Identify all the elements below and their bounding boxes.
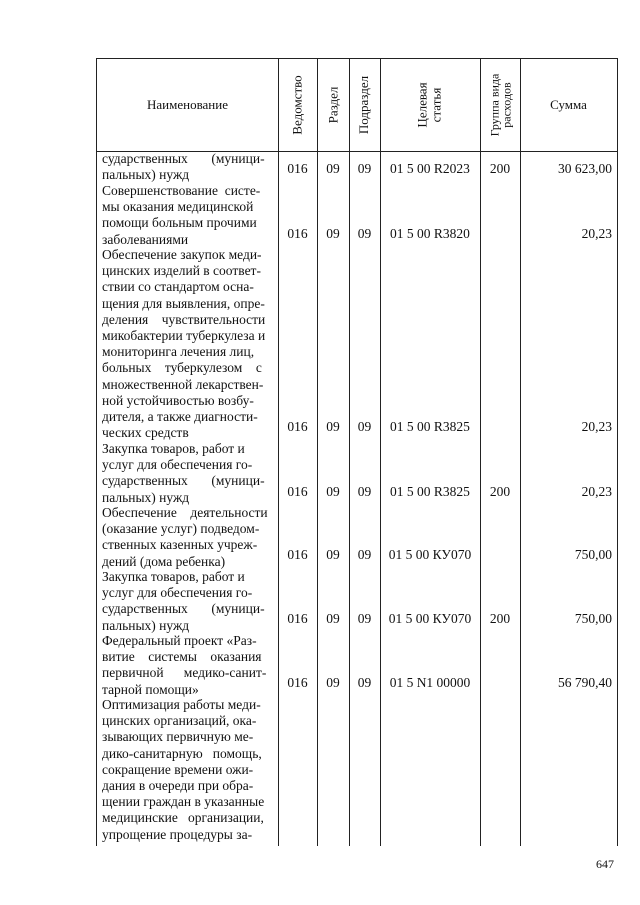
row-dept: 016: [287, 675, 308, 690]
row-dept: 016: [287, 419, 308, 434]
row-name-line: Оптимизация работы меди-: [102, 697, 261, 712]
row-sum: 750,00: [574, 611, 612, 626]
row-sum: 750,00: [574, 547, 612, 562]
row-name-line: щения для выявления, опре-: [102, 295, 265, 311]
col-divider: [380, 59, 381, 846]
row-name-line: медицинские организации,: [102, 810, 264, 826]
page-number: 647: [596, 857, 614, 871]
row-dept: 016: [287, 611, 308, 626]
header-group-line1: Группа вида: [487, 73, 501, 137]
row-name-line: дителя, а также диагности-: [102, 409, 258, 425]
row-section: 09: [326, 419, 340, 434]
row-name-line: Закупка товаров, работ и: [102, 569, 245, 584]
row-name-line: ствии со стандартом осна-: [102, 279, 254, 295]
row-group: 200: [489, 161, 511, 176]
row-name: [102, 247, 277, 441]
row-name-line: тарной помощи»: [102, 681, 199, 697]
row-name-line: услуг для обеспечения го-: [102, 457, 253, 473]
header-section-label: Раздел: [325, 86, 340, 124]
row-name-line: Закупка товаров, работ и: [102, 441, 245, 456]
row-name: [102, 633, 277, 698]
row-group: 200: [489, 611, 511, 626]
row-subsection: 09: [357, 547, 372, 562]
header-dept-label: Ведомство: [289, 75, 305, 135]
header-name: [97, 59, 278, 151]
row-article: 01 5 00 R3825: [390, 419, 470, 434]
row-name-line: витие системы оказания: [102, 649, 262, 665]
col-divider: [349, 59, 350, 846]
row-section: 09: [326, 675, 340, 690]
row-article: 01 5 00 КУ070: [388, 547, 472, 562]
header-article: [380, 59, 480, 151]
row-name-line: Совершенствование систе-: [102, 183, 261, 198]
row-name-line: мониторинга лечения лиц,: [102, 344, 255, 360]
row-name-line: дений (дома ребенка): [102, 553, 226, 569]
row-sum: 20,23: [581, 226, 612, 241]
row-name-line: сударственных (муници-: [102, 601, 265, 617]
row-subsection: 09: [357, 675, 372, 690]
header-sum-label: Сумма: [550, 97, 587, 112]
row-article: 01 5 00 R3820: [390, 226, 470, 241]
header-sum: [520, 59, 617, 151]
row-name: [102, 505, 277, 570]
row-name-line: сударственных (муници-: [102, 151, 265, 166]
table-header: [97, 59, 617, 152]
row-dept: 016: [287, 547, 308, 562]
row-name-line: пальных) нужд: [102, 167, 190, 183]
row-section: 09: [326, 611, 340, 626]
row-name-line: (оказание услуг) подведом-: [102, 521, 260, 537]
row-name-line: ной устойчивостью возбу-: [102, 392, 254, 408]
row-dept: 016: [287, 226, 308, 241]
row-name-line: дико-санитарную помощь,: [102, 745, 262, 761]
budget-table: [96, 58, 618, 846]
row-name-line: ческих средств: [102, 425, 189, 441]
row-name-line: помощи больным прочими: [102, 215, 257, 231]
header-section: [317, 59, 349, 151]
row-name-line: цинских изделий в соответ-: [102, 263, 261, 279]
row-dept: 016: [287, 161, 308, 176]
row-article: 01 5 00 R2023: [390, 161, 470, 176]
row-name-line: ственных казенных учреж-: [102, 537, 258, 553]
row-name: [102, 697, 277, 843]
row-name-line: больных туберкулезом с: [102, 360, 262, 376]
row-article: 01 5 N1 00000: [389, 675, 471, 690]
header-group-label: [488, 74, 512, 137]
row-name-line: первичной медико-санит-: [102, 665, 267, 681]
row-name-line: дания в очереди при обра-: [102, 778, 254, 794]
row-name-line: множественной лекарствен-: [102, 376, 264, 392]
row-section: 09: [326, 226, 340, 241]
header-article-line1: Целевая: [414, 82, 430, 128]
row-sum: 20,23: [581, 484, 612, 499]
row-name-line: зывающих первичную ме-: [102, 729, 254, 745]
row-subsection: 09: [357, 161, 372, 176]
header-subsection: [349, 59, 380, 151]
row-section: 09: [326, 161, 340, 176]
col-divider: [317, 59, 318, 846]
row-sum: 56 790,40: [558, 675, 612, 690]
header-dept: [278, 59, 317, 151]
col-divider: [520, 59, 521, 846]
col-divider: [480, 59, 481, 846]
row-article: 01 5 00 КУ070: [388, 611, 472, 626]
row-name-line: сударственных (муници-: [102, 473, 265, 489]
row-subsection: 09: [357, 611, 372, 626]
col-divider: [278, 59, 279, 846]
row-section: 09: [326, 484, 340, 499]
row-name-line: пальных) нужд: [102, 617, 190, 633]
row-article: 01 5 00 R3825: [390, 484, 470, 499]
header-subsection-label: Подраздел: [356, 75, 372, 135]
row-subsection: 09: [357, 226, 372, 241]
row-subsection: 09: [357, 419, 372, 434]
row-dept: 016: [287, 484, 308, 499]
header-group-line2: расходов: [499, 82, 513, 128]
row-name-line: Обеспечение закупок меди-: [102, 247, 262, 262]
row-sum: 20,23: [581, 419, 612, 434]
row-name: [102, 441, 277, 506]
header-article-line2: статья: [428, 87, 444, 123]
row-name-line: мы оказания медицинской: [102, 199, 254, 215]
row-name-line: Обеспечение деятельности: [102, 505, 268, 520]
row-group: 200: [489, 484, 511, 499]
header-article-label: [416, 82, 444, 127]
row-sum: 30 623,00: [558, 161, 612, 176]
row-name-line: цинских организаций, ока-: [102, 713, 257, 729]
row-name-line: щении граждан в указанные: [102, 794, 265, 810]
row-subsection: 09: [357, 484, 372, 499]
row-name-line: сокращение времени ожи-: [102, 761, 254, 777]
row-name: [102, 569, 277, 634]
row-name-line: заболеваниями: [102, 231, 189, 247]
row-name-line: микобактерии туберкулеза и: [102, 328, 266, 344]
row-name-line: услуг для обеспечения го-: [102, 585, 253, 601]
header-group: [480, 59, 520, 151]
header-name-label: Наименование: [147, 97, 228, 112]
row-name: [102, 151, 277, 183]
row-section: 09: [326, 547, 340, 562]
row-name-line: Федеральный проект «Раз-: [102, 633, 257, 648]
row-name-line: упрощение процедуры за-: [102, 826, 253, 842]
row-name-line: деления чувствительности: [102, 311, 266, 327]
row-name: [102, 183, 277, 248]
row-name-line: пальных) нужд: [102, 489, 190, 505]
